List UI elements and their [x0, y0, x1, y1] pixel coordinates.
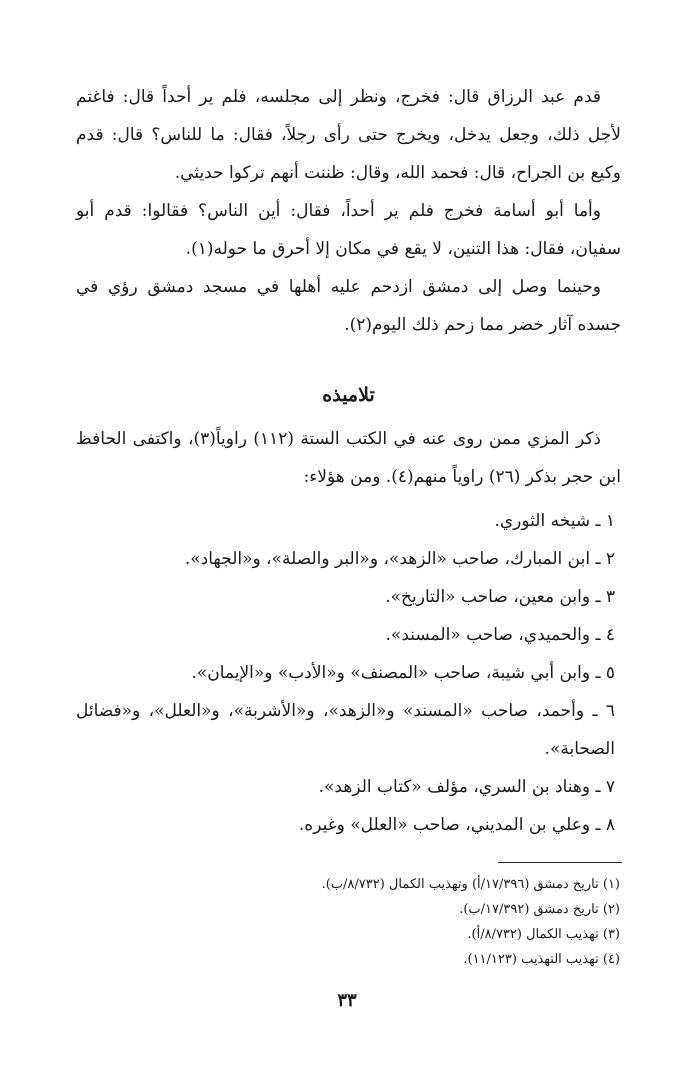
list-item: ٨ ـ وعلي بن المديني، صاحب «العلل» وغيره. — [298, 815, 615, 835]
page-body — [76, 78, 621, 844]
list-item: ٥ ـ وابن أبي شيبة، صاحب «المصنف» و«الأدب» و«الإيمان». — [191, 663, 615, 683]
list-item: ٤ ـ والحميدي، صاحب «المسند». — [385, 625, 615, 645]
section-heading: تلاميذه — [322, 384, 375, 406]
body-paragraph: قدم عبد الرزاق قال: فخرج، ونظر إلى مجلسه، فلم ير أحداً قال: فاغتم لأجل ذلك، وجعل يدخل، ويخرج حتى رأى رجلاً، فقال: ما للناس؟ قال: قدم وكيع بن الجراح، قال: فحمد الله، وقال: ظننت أنهم تركوا حديثي. — [76, 87, 621, 183]
footnote-divider — [498, 862, 622, 863]
footnote: (٢) تاريخ دمشق (١٧/٣٩٢/ب). — [459, 902, 620, 917]
list-item: ٧ ـ وهناد بن السري، مؤلف «كتاب الزهد». — [318, 777, 615, 797]
student-list — [76, 502, 621, 844]
body-paragraph: وأما أبو أسامة فخرج فلم ير أحداً، فقال: أين الناس؟ فقالوا: قدم أبو سفيان، فقال: هذا التنين، لا يقع في مكان إلا أحرق ما حوله(١). — [76, 201, 621, 259]
list-item: ١ ـ شيخه الثوري. — [494, 511, 615, 531]
list-item: ٦ ـ وأحمد، صاحب «المسند» و«الزهد»، و«الأشربة»، و«العلل»، و«فضائل الصحابة». — [76, 701, 615, 759]
footnote: (١) تاريخ دمشق (١٧/٣٩٦/أ) وتهذيب الكمال (٨/٧٣٢/ب). — [321, 877, 620, 892]
footnote: (٤) تهذيب التهذيب (١١/١٢٣). — [463, 952, 620, 967]
footnote: (٣) تهذيب الكمال (٨/٧٣٢/أ). — [467, 927, 620, 942]
list-item: ٣ ـ وابن معين، صاحب «التاريخ». — [385, 587, 615, 607]
list-item: ٢ ـ ابن المبارك، صاحب «الزهد»، و«البر والصلة»، و«الجهاد». — [184, 549, 615, 569]
page-number: ٣٣ — [337, 990, 357, 1011]
section-intro: ذكر المزي ممن روى عنه في الكتب الستة (١١٢) راوياً(٣)، واكتفى الحافظ ابن حجر بذكر (٢٦) راوياً منهم(٤). ومن هؤلاء: — [76, 429, 621, 487]
footnotes — [250, 872, 620, 972]
body-paragraph: وحينما وصل إلى دمشق ازدحم عليه أهلها في مسجد دمشق رؤي في جسده آثار خضر مما زحم ذلك اليوم(٢). — [76, 277, 621, 335]
